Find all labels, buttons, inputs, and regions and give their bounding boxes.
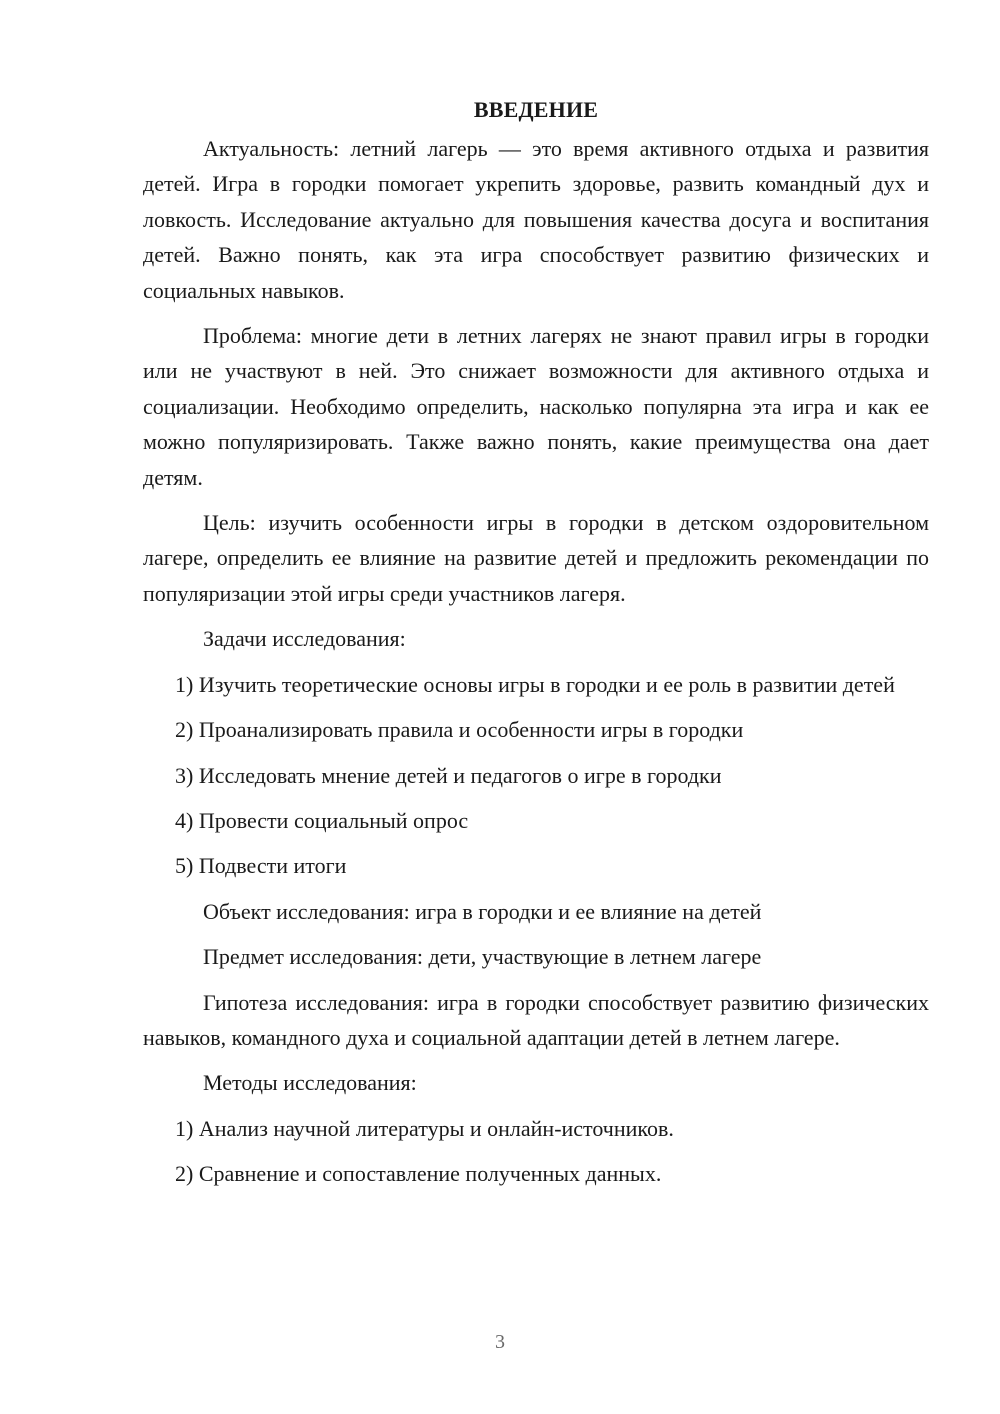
- subject-paragraph: Предмет исследования: дети, участвующие в летнем лагере: [203, 944, 762, 970]
- page-content: [143, 92, 929, 1202]
- section-heading: ВВЕДЕНИЕ: [473, 97, 599, 122]
- relevance-paragraph: Актуальность: летний лагерь — это время активного отдыха и развития детей. Игра в городки помогает укрепить здоровье, развить командный дух и ловкость. Исследование актуально для повышения качества досуга и воспитания детей. Важно понять, как эта игра способствует развитию физических и социальных навыков.: [143, 136, 929, 303]
- method-item: 2) Сравнение и сопоставление полученных данных.: [175, 1161, 662, 1187]
- task-item: 3) Исследовать мнение детей и педагогов о игре в городки: [175, 762, 722, 788]
- goal-paragraph: Цель: изучить особенности игры в городки в детском оздоровительном лагере, определить ее влияние на развитие детей и предложить рекомендации по популяризации этой игры среди участников лагеря.: [143, 510, 929, 606]
- tasks-title: Задачи исследования:: [203, 626, 406, 652]
- hypothesis-paragraph: Гипотеза исследования: игра в городки способствует развитию физических навыков, командного духа и социальной адаптации детей в летнем лагере.: [143, 989, 929, 1050]
- task-item: 4) Провести социальный опрос: [175, 807, 469, 833]
- page-number: 3: [495, 1331, 505, 1353]
- method-item: 1) Анализ научной литературы и онлайн-источников.: [175, 1115, 674, 1141]
- task-item: 5) Подвести итоги: [175, 853, 347, 879]
- problem-paragraph: Проблема: многие дети в летних лагерях не знают правил игры в городки или не участвуют в ней. Это снижает возможности для активного отдыха и социализации. Необходимо определить, насколько популярна эта игра и как ее можно популяризировать. Также важно понять, какие преимущества она дает детям.: [143, 323, 929, 490]
- methods-title: Методы исследования:: [203, 1070, 417, 1096]
- task-item: 2) Проанализировать правила и особенности игры в городки: [175, 717, 744, 743]
- object-paragraph: Объект исследования: игра в городки и ее влияние на детей: [203, 898, 762, 924]
- task-item: 1) Изучить теоретические основы игры в городки и ее роль в развитии детей: [175, 671, 895, 697]
